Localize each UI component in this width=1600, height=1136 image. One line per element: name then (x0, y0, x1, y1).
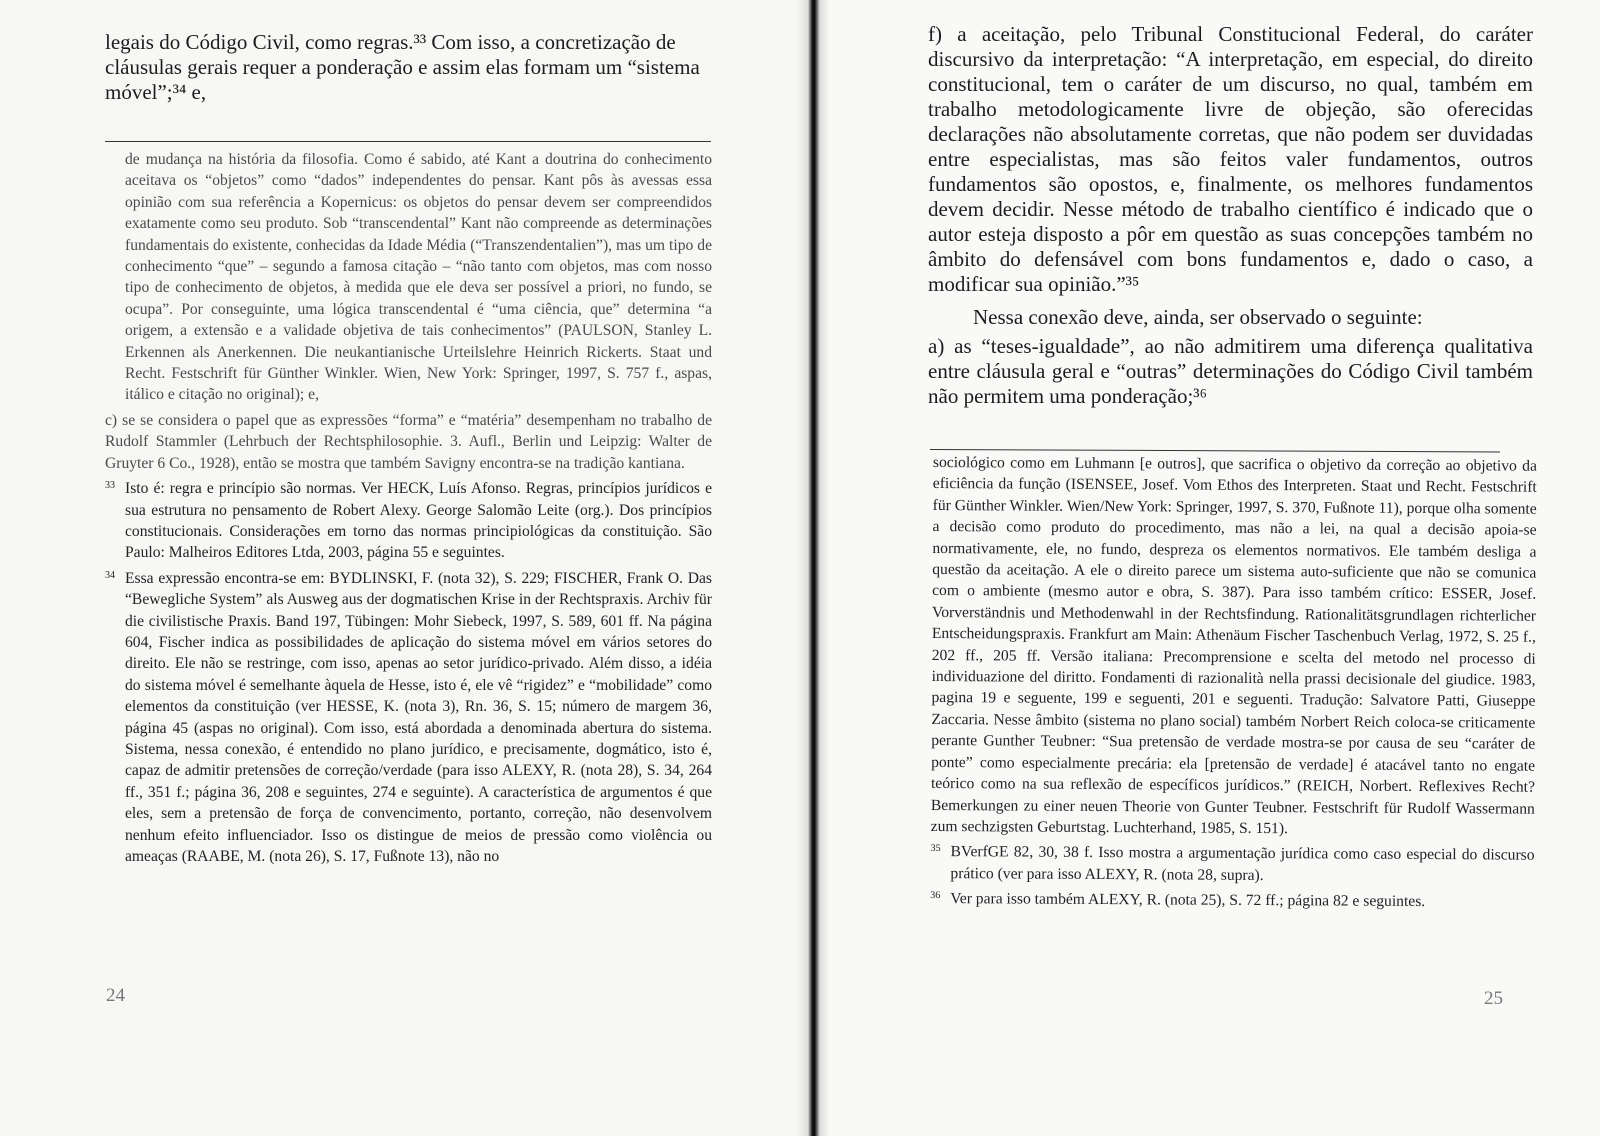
footnote-text: Essa expressão encontra-se em: BYDLINSKI, F. (nota 32), S. 229; FISCHER, Frank O. Das “Bewegliche System” als Ausweg aus der dogmatischen Krise in der Rechtspraxis. Archiv für die civilistische Praxis. Band 197, Tübingen: Mohr Siebeck, 1997, S. 589, 601 ff. Na página 604, Fischer indica as possibilidades de aplicação do sistema móvel em vários setores do direito. Ele não se restringe, com isso, apenas ao setor jurídico-privado. Além disso, a idéia do sistema móvel é semelhante àquela de Hesse, isto é, ele vê “rigidez” e “mobilidade” como elementos da constituição (ver HESSE, K. (nota 3), Rn. 36, S. 15; número de margem 36, página 45 (aspas no original). Com isso, está abordada a denominada abertura do sistema. Sistema, nessa conexão, é entendido no plano jurídico, e precisamente, dogmático, isto é, capaz de admitir pretensões de correção/verdade (para isso ALEXY, R. (nota 28), S. 34, 264 ff., 351 f.; página 36, 208 e seguintes, 274 e seguinte). A característica de argumentos é que eles, sem a pretensão de força de convencimento, portanto, correção, não desenvolvem nenhum efeito influenciador. Isso os distingue de meios de pressão como violência ou ameaças (RAABE, M. (nota 26), S. 17, Fußnote 13), não no (125, 569, 712, 865)
footnote-text: BVerfGE 82, 30, 38 f. Isso mostra a argumentação jurídica como caso especial do discurso prático (ver para isso ALEXY, R. (nota 28, supra). (950, 843, 1535, 884)
footnote-text: Isto é: regra e princípio são normas. Ver HECK, Luís Afonso. Regras, princípios jurídicos e sua estrutura no pensamento de Robert Alexy. George Salomão Leite (org.). Dos princípios constitucionais. Considerações em torno das normas principiológicas da constituição. São Paulo: Malheiros Editores Ltda, 2003, página 55 e seguintes. (125, 480, 712, 562)
page-number: 24 (106, 985, 125, 1006)
footnote-36 (930, 888, 1534, 913)
item-f: f) a aceitação, pelo Tribunal Constitucional Federal, do caráter discursivo da interpretação: “A interpretação, em especial, do direito constitucional, tem o caráter de um discurso, no qual, também em trabalho metodologicamente livre de objeção, são oferecidas declarações não absolutamente corretas, que não podem ser duvidadas entre especialistas, mas são feitos valer fundamentos, outros fundamentos são opostos, e, finalmente, os melhores fundamentos devem decidir. Nesse método de trabalho científico é indicado que o autor esteja disposto a pôr em questão as suas concepções também no âmbito do defensável com bons fundamentos e, dado o caso, a modificar sua opinião.”³⁵ (928, 22, 1533, 296)
left-main-text (105, 30, 712, 105)
footnote-continuation-item-c: c) se se considera o papel que as expressões “forma” e “matéria” desempenham no trabalho de Rudolf Stammler (Lehrbuch der Rechtsphilosophie. 3. Aufl., Berlin und Leipzig: Walter de Gruyter 6 Co., 1928), então se mostra que também Savigny encontra-se na tradição kantiana. (105, 411, 712, 472)
left-footnotes (105, 149, 712, 867)
footnote-34 (105, 568, 712, 868)
book-gutter (796, 0, 830, 1136)
right-main-text (928, 22, 1533, 409)
paragraph: Nessa conexão deve, ainda, ser observado o seguinte: (973, 305, 1423, 329)
footnote-33 (105, 478, 712, 564)
main-line: cláusulas gerais requer a ponderação e assim elas formam um “sistema (105, 55, 700, 79)
footnote-number: 36 (930, 890, 941, 902)
footnote-separator (105, 141, 711, 142)
main-line: legais do Código Civil, como regras.³³ Com isso, a concretização de (105, 30, 676, 54)
page-number: 25 (1484, 988, 1503, 1009)
footnote-35 (930, 841, 1534, 888)
main-line: móvel”;³⁴ e, (105, 80, 207, 104)
item-a: a) as “teses-igualdade”, ao não admitirem uma diferença qualitativa entre cláusula geral e “outras” determinações do Código Civil também não permitem uma ponderação;³⁶ (928, 334, 1533, 408)
footnote-number: 33 (105, 480, 115, 492)
footnote-number: 34 (105, 569, 115, 581)
footnote-continuation: sociológico como em Luhmann [e outros], que sacrifica o objetivo da correção ao objetivo da eficiência da função (ISENSEE, Josef. Vom Ethos des Interpreten. Staat und Recht. Festschrift für Günther Winkler. Wien/New York: Springer, 1997, S. 370, Fußnote 11), porque olha somente a decisão como produto do procedimento, mas não a lei, na qual a decisão apoia-se normativamente, ele, no fundo, despreza os elementos normativos. Ele também desliga a questão da aceitação. A ele o direito parece um sistema auto-suficiente que não se comunica com o ambiente (mesmo autor e obra, S. 387). Para isso também crítico: ESSER, Josef. Vorverständnis und Methodenwahl in der Rechtsfindung. Rationalitätsgrundlagen richterlicher Entscheidungspraxis. Frankfurt am Main: Athenäum Fischer Taschenbuch Verlag, 1972, S. 25 f., 202 ff., 205 ff. Versão italiana: Precomprensione e scelta del metodo nel processo di individuazione del diritto. Fondamenti di razionalità nella prassi decisionale del giudice. 1983, pagina 19 e seguente, 199 e seguenti, 201 e seguenti. Tradução: Salvatore Patti, Giuseppe Zaccaria. Nesse âmbito (sistema no plano social) também Norbert Reich coloca-se criticamente perante Gunther Teubner: “Sua pretensão de verdade mostra-se por causa de seu “caráter de ponte” como especialmente precária: ela [pretensão de verdade] é atacável tanto no engate teórico como na sua reflexão de específicos jurídicos.” (REICH, Norbert. Reflexives Recht? Bemerkungen zu einer neuen Theorie von Gunter Teubner. Festschrift für Rudolf Wassermann zum sechzigsten Geburtstag. Luchterhand, 1985, S. 151). (930, 453, 1537, 838)
footnote-text: Ver para isso também ALEXY, R. (nota 25), S. 72 ff.; página 82 e seguintes. (950, 890, 1426, 911)
footnote-continuation: de mudança na história da filosofia. Como é sabido, até Kant a doutrina do conhecimento aceitava os “objetos” como “dados” independentes do pensar. Kant pôs às avessas essa opinião com sua referência a Kopernicus: os objetos do pensar devem ser compreendidos exatamente como seu produto. Sob “transcendental” Kant não compreende as determinações fundamentais do existente, conhecidas da Idade Média (“Transzendentalien”), mas um tipo de conhecimento “que” – segundo a famosa citação – “não tanto com objetos, mas com nosso tipo de conhecimento de objetos, à medida que ele deva ser possível a priori, no fundo, se ocupa”. Por conseguinte, uma lógica transcendental é “uma ciência, que” determina “a origem, a extensão e a validade objetiva de tais conhecimentos” (PAULSON, Stanley L. Erkennen als Anerkennen. Die neukantianische Urteilslehre Heinrich Rickerts. Staat und Recht. Festschrift für Günther Winkler. Wien, New York: Springer, 1997, S. 757 f., aspas, itálico e citação no original); e, (125, 151, 712, 404)
right-footnotes (930, 452, 1537, 913)
footnote-number: 35 (930, 843, 941, 855)
right-page (808, 0, 1600, 1136)
